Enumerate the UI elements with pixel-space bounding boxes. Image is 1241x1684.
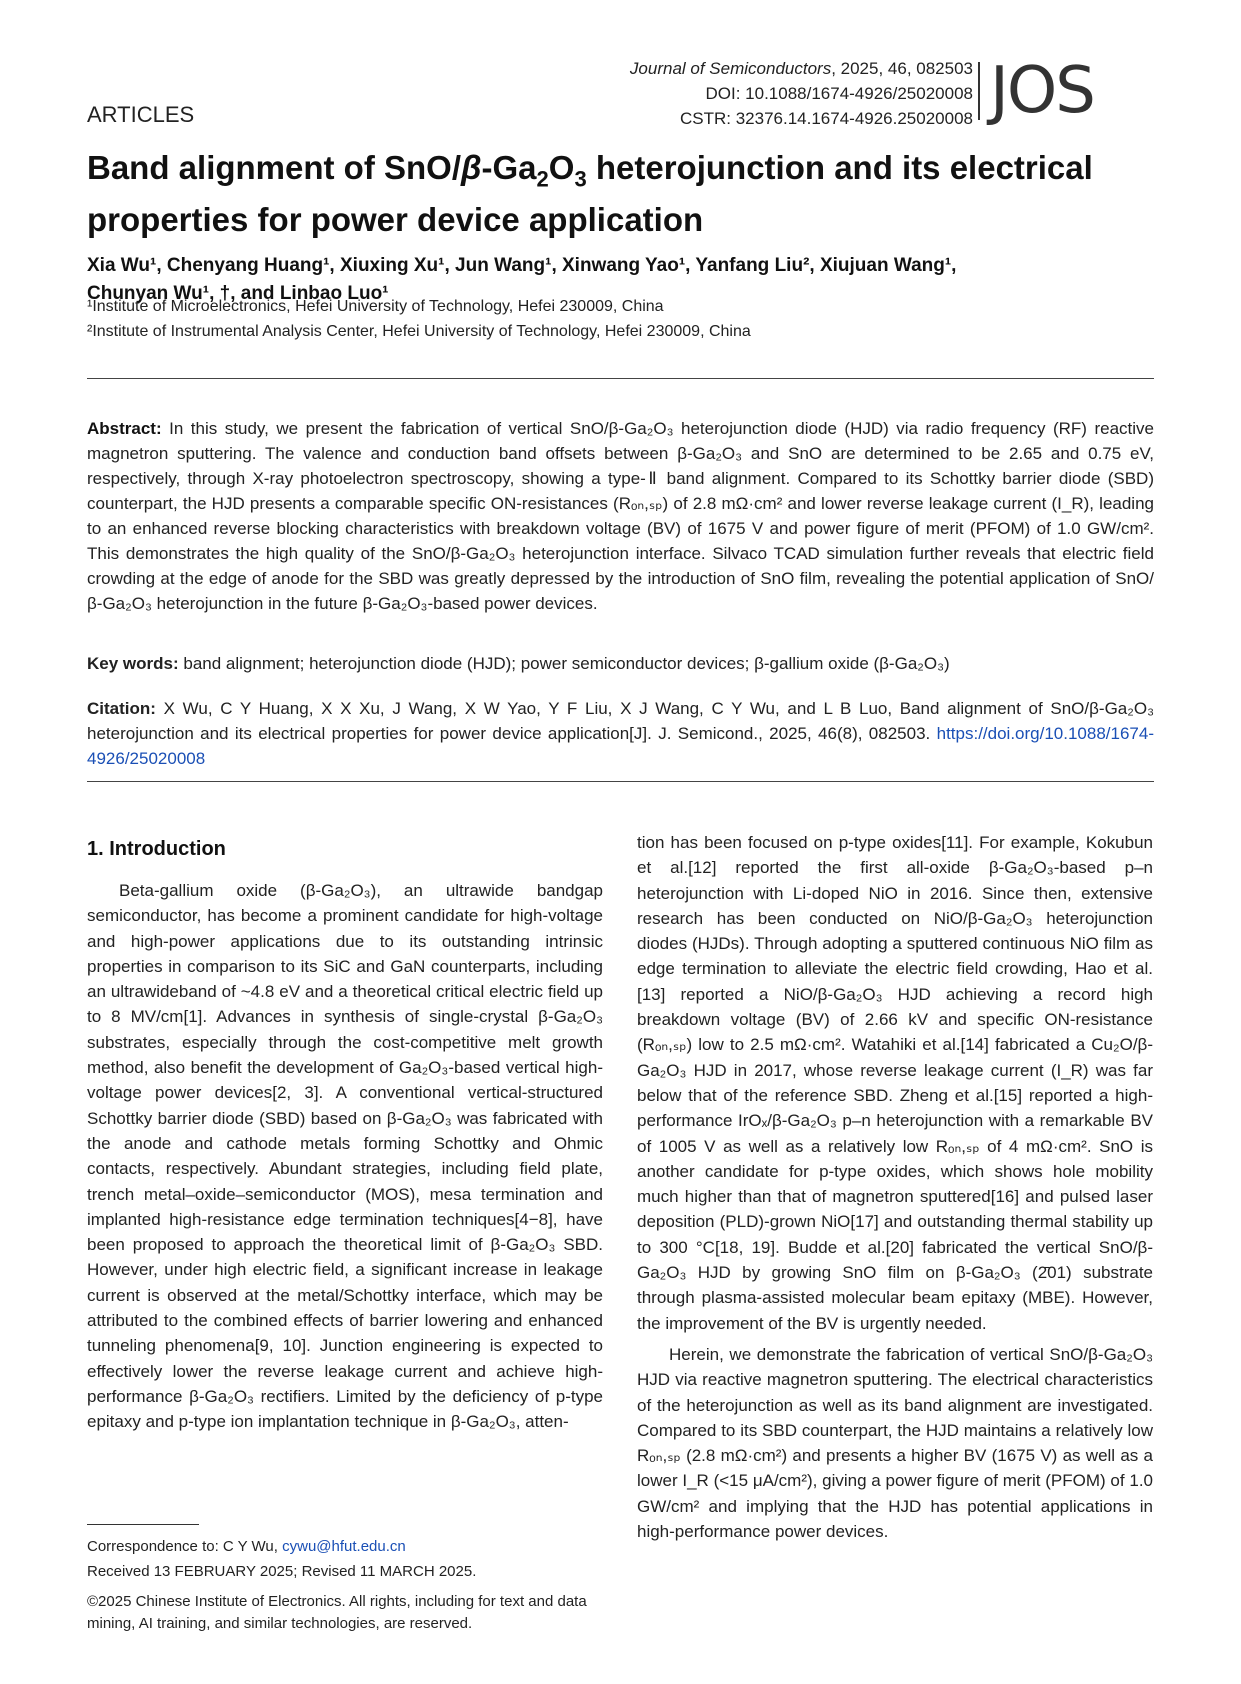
top-divider [87, 378, 1154, 379]
intro-paragraph-3: Herein, we demonstrate the fabrication of vertical SnO/β-Ga₂O₃ HJD via reactive magnetron sputtering. The electrical characteristics of the heterojunction as well as its band alignment are investigated. Compared to its SBD counterpart, the HJD maintains a relatively low Rₒₙ,ₛₚ (2.8 mΩ·cm²) and presents a higher BV (1675 V) as well as a lower I_R (<15 μA/cm²), giving a power figure of merit (PFOM) of 1.0 GW/cm² and implying that the HJD has potential applications in high-performance power devices. [637, 1344, 1153, 1542]
received-dates: Received 13 FEBRUARY 2025; Revised 11 MARCH 2025. [87, 1563, 477, 1580]
cstr: CSTR: 32376.14.1674-4926.25020008 [679, 109, 973, 128]
citation [87, 696, 1154, 771]
citation-label: Citation: [87, 699, 156, 718]
keywords [87, 654, 1154, 674]
authors-line-2: Chunyan Wu¹, †, and Linbao Luo¹ [87, 283, 389, 304]
abstract-label: Abstract: [87, 419, 162, 438]
section-heading: 1. Introduction [87, 838, 226, 860]
article-title: Band alignment of SnO/$\beta-Ga_2O_3$ heterojunction and its electrical properties for power device application [87, 149, 1093, 238]
journal-volume: , 2025, 46, 082503 [831, 59, 973, 78]
journal-logo: JOS [990, 54, 1094, 128]
correspondence: Correspondence to: C Y Wu, cywu@hfut.edu.cn [87, 1538, 406, 1555]
abstract [87, 416, 1154, 616]
affiliation-1: ¹Institute of Microelectronics, Hefei University of Technology, Hefei 230009, China [87, 298, 664, 315]
affiliation-2: ²Institute of Instrumental Analysis Center, Hefei University of Technology, Hefei 230009, China [87, 323, 751, 340]
right-column [637, 830, 1153, 1544]
bottom-divider [87, 781, 1154, 782]
keywords-label: Key words: [87, 654, 179, 673]
journal-info [630, 56, 973, 131]
citation-text: X Wu, C Y Huang, X X Xu, J Wang, X W Yao, Y F Liu, X J Wang, C Y Wu, and L B Luo, Band alignment of SnO/β-Ga₂O₃ heterojunction and its electrical properties for power device application[J]. J. Semicond., 2025, 46(8), 082503. [87, 699, 1154, 743]
journal-name: Journal of Semiconductors [629, 59, 832, 78]
doi-link[interactable]: https://doi.org/10.1088/1674-4926/25020008 [87, 724, 1154, 768]
abstract-text: In this study, we present the fabrication of vertical SnO/β-Ga₂O₃ heterojunction diode (HJD) via radio frequency (RF) reactive magnetron sputtering. The valence and conduction band offsets between β-Ga₂O₃ and SnO are determined to be 2.65 and 0.75 eV, respectively, through X-ray photoelectron spectroscopy, showing a type-Ⅱ band alignment. Compared to its Schottky barrier diode (SBD) counterpart, the HJD presents a comparable specific ON-resistances (Rₒₙ,ₛₚ) of 2.8 mΩ·cm² and lower reverse leakage current (I_R), leading to an enhanced reverse blocking characteristics with breakdown voltage (BV) of 1675 V and power figure of merit (PFOM) of 1.0 GW/cm². This demonstrates the high quality of the SnO/β-Ga₂O₃ heterojunction interface. Silvaco TCAD simulation further reveals that electric field crowding at the edge of anode for the SBD was greatly depressed by the introduction of SnO film, revealing the potential application of SnO/β-Ga₂O₃ heterojunction in the future β-Ga₂O₃-based power devices. [87, 419, 1154, 613]
keywords-text: band alignment; heterojunction diode (HJD); power semiconductor devices; β-gallium oxide (β-Ga₂O₃) [178, 654, 950, 673]
article-category: ARTICLES [87, 102, 195, 127]
doi: DOI: 10.1088/1674-4926/25020008 [705, 84, 973, 103]
footnote-divider [87, 1524, 199, 1525]
left-column [87, 878, 603, 1435]
copyright: ©2025 Chinese Institute of Electronics. All rights, including for text and data mining, AI training, and similar technologies, are reserved. [87, 1593, 587, 1632]
authors-line-1: Xia Wu¹, Chenyang Huang¹, Xiuxing Xu¹, Jun Wang¹, Xinwang Yao¹, Yanfang Liu², Xiujuan Wang¹, [87, 255, 957, 276]
intro-paragraph-2: tion has been focused on p-type oxides[11]. For example, Kokubun et al.[12] reported the first all-oxide β-Ga₂O₃-based p–n heterojunction with Li-doped NiO in 2016. Since then, extensive research has been conducted on NiO/β-Ga₂O₃ heterojunction diodes (HJDs). Through adopting a sputtered continuous NiO film as edge termination to alleviate the electric field crowding, Hao et al.[13] reported a NiO/β-Ga₂O₃ HJD achieving a record high breakdown voltage (BV) of 2.66 kV and specific ON-resistance (Rₒₙ,ₛₚ) low to 2.5 mΩ·cm². Watahiki et al.[14] fabricated a Cu₂O/β-Ga₂O₃ HJD in 2017, whose reverse leakage current (I_R) was far below that of the reference SBD. Zheng et al.[15] reported a high-performance IrOₓ/β-Ga₂O₃ p–n heterojunction with a remarkable BV of 1005 V as well as a relatively low Rₒₙ,ₛₚ of 4 mΩ·cm². SnO is another candidate for p-type oxides, which shows hole mobility much higher than that of magnetron sputtered[16] and pulsed laser deposition (PLD)-grown NiO[17] and outstanding thermal stability up to 300 °C[18, 19]. Budde et al.[20] fabricated the vertical SnO/β-Ga₂O₃ HJD by growing SnO film on β-Ga₂O₃ (2̄01) substrate through plasma-assisted molecular beam epitaxy (MBE). However, the improvement of the BV is urgently needed. [637, 833, 1153, 1333]
correspondence-email[interactable]: cywu@hfut.edu.cn [282, 1538, 406, 1555]
header-divider [978, 62, 980, 120]
intro-paragraph-1: Beta-gallium oxide (β-Ga₂O₃), an ultrawide bandgap semiconductor, has become a prominent candidate for high-voltage and high-power applications due to its outstanding intrinsic properties in comparison to its SiC and GaN counterparts, including an ultrawideband of ~4.8 eV and a theoretical critical electric field up to 8 MV/cm[1]. Advances in synthesis of single-crystal β-Ga₂O₃ substrates, especially through the cost-competitive melt growth method, also benefit the development of Ga₂O₃-based vertical high-voltage power devices[2, 3]. A conventional vertical-structured Schottky barrier diode (SBD) based on β-Ga₂O₃ was fabricated with the anode and cathode metals forming Schottky and Ohmic contacts, respectively. Abundant strategies, including field plate, trench metal–oxide–semiconductor (MOS), mesa termination and implanted high-resistance edge termination techniques[4−8], have been proposed to approach the theoretical limit of β-Ga₂O₃ SBD. However, under high electric field, a significant increase in leakage current is observed at the metal/Schottky interface, which may be attributed to the combined effects of barrier lowering and enhanced tunneling phenomena[9, 10]. Junction engineering is expected to effectively lower the reverse leakage current and achieve high-performance β-Ga₂O₃ rectifiers. Limited by the deficiency of p-type epitaxy and p-type ion implantation technique in β-Ga₂O₃, atten- [87, 881, 603, 1432]
